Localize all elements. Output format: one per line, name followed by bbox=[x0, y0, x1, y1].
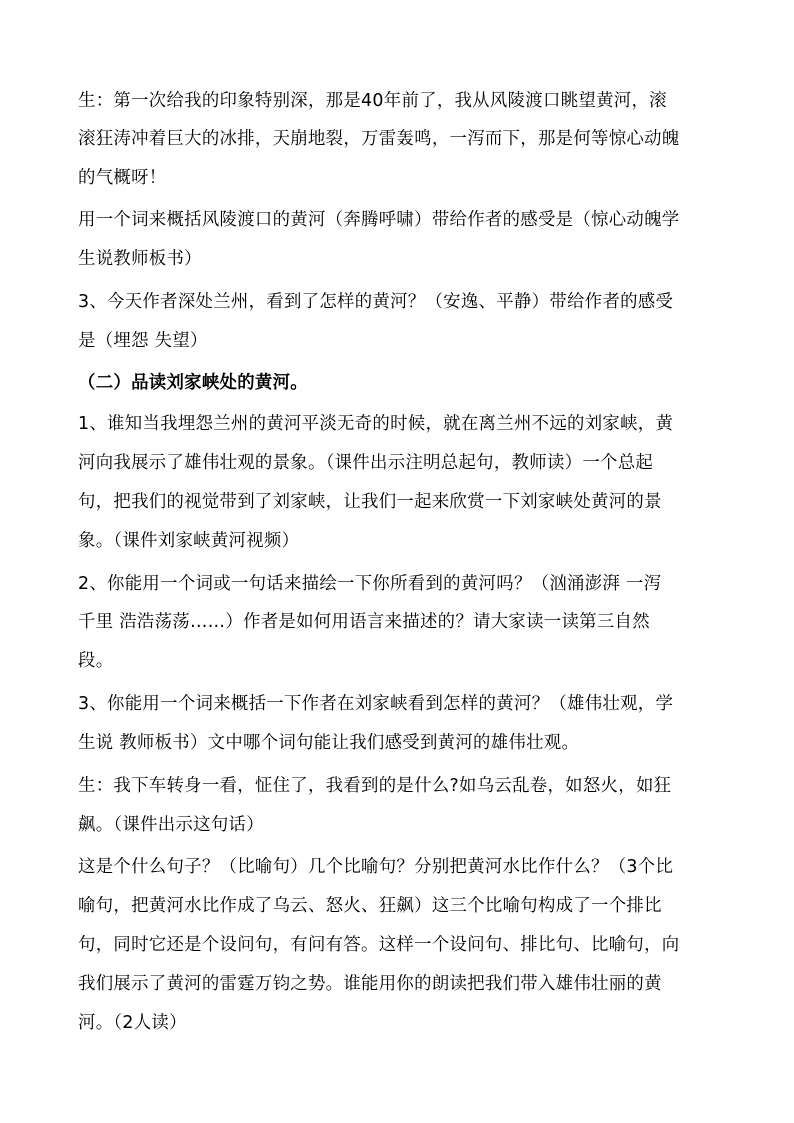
text-line-16: 3、你能用一个词来概括一下作者在刘家峡看到怎样的黄河？（雄伟壮观，学 bbox=[78, 694, 674, 714]
text-line-5: 生说教师板书） bbox=[78, 249, 202, 269]
text-line-4: 用一个词来概括风陵渡口的黄河（奔腾呼啸）带给作者的感受是（惊心动魄学 bbox=[78, 210, 680, 230]
text-line-7: 是（埋怨 失望） bbox=[78, 331, 208, 351]
text-line-14: 千里 浩浩荡荡……）作者是如何用语言来描述的？请大家读一读第三自然 bbox=[78, 612, 650, 632]
text-line-18: 生：我下车转身一看，怔住了，我看到的是什么?如乌云乱卷，如怒火，如狂 bbox=[78, 776, 672, 796]
text-line-15: 段。 bbox=[78, 651, 114, 671]
text-line-20: 这是个什么句子？（比喻句）几个比喻句？分别把黄河水比作什么？（3个比 bbox=[78, 857, 674, 877]
text-line-13: 2、你能用一个词或一句话来描绘一下你所看到的黄河吗？（汹涌澎湃 一泻 bbox=[78, 574, 662, 594]
text-line-3: 的气概呀！ bbox=[78, 168, 167, 188]
text-line-23: 我们展示了黄河的雷霆万钧之势。谁能用你的朗读把我们带入雄伟壮丽的黄 bbox=[78, 974, 662, 994]
text-line-17: 生说 教师板书）文中哪个词句能让我们感受到黄河的雄伟壮观。 bbox=[78, 733, 580, 753]
text-line-22: 句，同时它还是个设问句，有问有答。这样一个设问句、排比句、比喻句，向 bbox=[78, 935, 680, 955]
text-line-6: 3、今天作者深处兰州，看到了怎样的黄河？（安逸、平静）带给作者的感受 bbox=[78, 292, 674, 312]
text-line-2: 滚狂涛冲着巨大的冰排，天崩地裂，万雷轰鸣，一泻而下，那是何等惊心动魄 bbox=[78, 129, 680, 149]
text-line-11: 句，把我们的视觉带到了刘家峡，让我们一起来欣赏一下刘家峡处黄河的景 bbox=[78, 492, 662, 512]
text-line-12: 象。（课件刘家峡黄河视频） bbox=[78, 531, 300, 551]
text-line-19: 飙。（课件出示这句话） bbox=[78, 815, 264, 835]
text-line-1: 生：第一次给我的印象特别深，那是40年前了，我从风陵渡口眺望黄河，滚 bbox=[78, 91, 667, 111]
section-heading: （二）品读刘家峡处的黄河。 bbox=[78, 373, 308, 393]
text-line-24: 河。（2人读） bbox=[78, 1013, 187, 1033]
text-line-10: 河向我展示了雄伟壮观的景象。（课件出示注明总起句，教师读）一个总起 bbox=[78, 453, 654, 473]
text-line-9: 1、谁知当我埋怨兰州的黄河平淡无奇的时候，就在离兰州不远的刘家峡，黄 bbox=[78, 414, 674, 434]
text-line-21: 喻句，把黄河水比作成了乌云、怒火、狂飙）这三个比喻句构成了一个排比 bbox=[78, 896, 662, 916]
